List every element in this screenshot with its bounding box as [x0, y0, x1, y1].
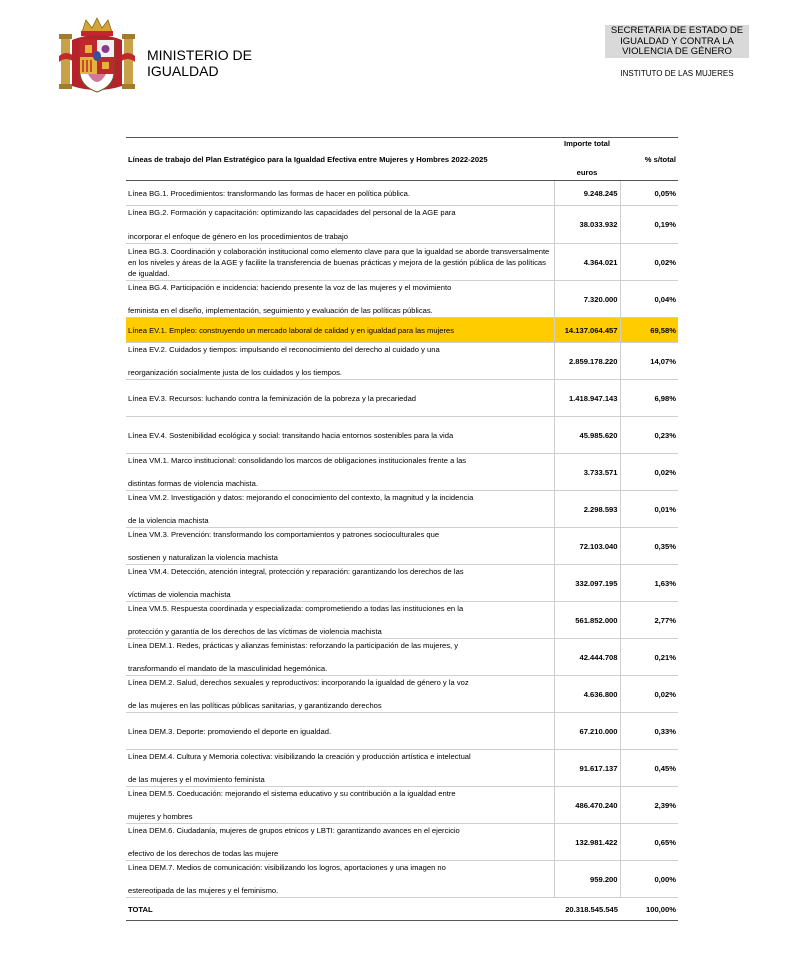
column-header-amount	[554, 138, 620, 181]
row-line-text-2: incorporar el enfoque de género en los procedimientos de trabajo	[128, 232, 348, 241]
row-line-text-1: Línea VM.2. Investigación y datos: mejorando el conocimiento del contexto, la magnitud y la incidencia	[128, 493, 474, 502]
row-percent: 0,04%	[620, 281, 678, 318]
secretaria-line-2: IGUALDAD Y CONTRA LA	[620, 35, 734, 47]
row-line-text: Línea EV.3. Recursos: luchando contra la feminización de la pobreza y la precariedad	[128, 393, 417, 403]
row-percent: 0,33%	[620, 713, 678, 750]
table-row	[126, 639, 678, 676]
row-line-text-1: Línea DEM.7. Medios de comunicación: visibilizando los logros, aportaciones y una imagen no	[128, 863, 446, 872]
row-line-text-2: de la violencia machista	[128, 516, 209, 525]
row-line-description	[126, 206, 554, 244]
row-percent: 0,21%	[620, 639, 678, 676]
row-line-text: Línea BG.3. Coordinación y colaboración institucional como elemento clave para que la igualdad se aborde transversalmente en los niveles y áreas de la AGE y facilite la transferencia de buenas prácticas y mejora de la gestión pública de las políticas de igualdad.	[128, 246, 550, 278]
row-percent: 0,35%	[620, 528, 678, 565]
row-percent: 69,58%	[620, 318, 678, 343]
row-amount: 91.617.137	[554, 750, 620, 787]
row-percent: 2,39%	[620, 787, 678, 824]
row-line-text-1: Línea VM.1. Marco institucional: consolidando los marcos de obligaciones institucionales frente a las	[128, 456, 467, 465]
row-percent: 0,23%	[620, 417, 678, 454]
row-amount: 9.248.245	[554, 181, 620, 206]
table-row	[126, 417, 678, 454]
total-percent: 100,00%	[620, 898, 678, 921]
row-line-text-1: Línea BG.4. Participación e incidencia: haciendo presente la voz de las mujeres y el movimiento	[128, 283, 452, 292]
table-row	[126, 181, 678, 206]
row-line-description	[126, 343, 554, 380]
row-line-text-1: Línea BG.2. Formación y capacitación: optimizando las capacidades del personal de la AGE para	[128, 208, 456, 217]
row-percent: 2,77%	[620, 602, 678, 639]
table-row	[126, 676, 678, 713]
table-header-row	[126, 138, 678, 181]
table-row	[126, 318, 678, 343]
row-amount: 486.470.240	[554, 787, 620, 824]
row-line-text-2: transformando el mandato de la masculinidad hegemónica.	[128, 664, 328, 673]
row-line-description	[126, 750, 554, 787]
row-line-text-2: feminista en el diseño, implementación, seguimiento y evaluación de las políticas públicas.	[128, 306, 433, 315]
row-percent: 0,02%	[620, 676, 678, 713]
row-line-description	[126, 281, 554, 318]
table-row	[126, 750, 678, 787]
row-percent: 0,02%	[620, 244, 678, 281]
row-line-description	[126, 528, 554, 565]
total-amount: 20.318.545.545	[554, 898, 620, 921]
table-row	[126, 244, 678, 281]
table-row	[126, 787, 678, 824]
row-amount: 2.298.593	[554, 491, 620, 528]
row-line-description	[126, 639, 554, 676]
row-line-description	[126, 565, 554, 602]
row-line-description	[126, 454, 554, 491]
row-percent: 0,19%	[620, 206, 678, 244]
row-percent: 0,65%	[620, 824, 678, 861]
column-header-percent: % s/total	[620, 138, 678, 181]
row-amount: 959.200	[554, 861, 620, 898]
total-label: TOTAL	[126, 898, 554, 921]
row-line-text: Línea EV.4. Sostenibilidad ecológica y social: transitando hacia entornos sostenibles para la vida	[128, 430, 454, 440]
row-amount: 72.103.040	[554, 528, 620, 565]
row-amount: 67.210.000	[554, 713, 620, 750]
instituto-label: INSTITUTO DE LAS MUJERES	[620, 69, 734, 78]
row-line-description	[126, 713, 554, 750]
column-header-amount-bottom: euros	[576, 168, 598, 177]
row-line-text-1: Línea DEM.4. Cultura y Memoria colectiva: visibilizando la creación y producción artística e intelectual	[128, 752, 471, 761]
row-line-text-1: Línea DEM.1. Redes, prácticas y alianzas feministas: reforzando la participación de las mujeres, y	[128, 641, 459, 650]
table-row	[126, 861, 678, 898]
row-line-text-2: distintas formas de violencia machista.	[128, 479, 258, 488]
row-line-text-1: Línea DEM.2. Salud, derechos sexuales y reproductivos: incorporando la igualdad de género y la voz	[128, 678, 469, 687]
row-amount: 4.636.800	[554, 676, 620, 713]
row-line-text-2: mujeres y hombres	[128, 812, 193, 821]
row-line-description	[126, 417, 554, 454]
ministry-name	[147, 47, 252, 79]
row-percent: 0,02%	[620, 454, 678, 491]
row-amount: 1.418.947.143	[554, 380, 620, 417]
row-line-text-1: Línea DEM.5. Coeducación: mejorando el sistema educativo y su contribución a la igualdad entre	[128, 789, 456, 798]
row-line-description	[126, 676, 554, 713]
row-amount: 7.320.000	[554, 281, 620, 318]
table-row	[126, 206, 678, 244]
row-line-text-2: efectivo de los derechos de todas las mujere	[128, 849, 279, 858]
row-line-description	[126, 824, 554, 861]
row-line-text-2: víctimas de violencia machista	[128, 590, 231, 599]
row-line-text-2: estereotipada de las mujeres y el feminismo.	[128, 886, 279, 895]
row-percent: 0,01%	[620, 491, 678, 528]
table-row	[126, 824, 678, 861]
secretaria-box	[605, 25, 749, 58]
row-amount: 42.444.708	[554, 639, 620, 676]
row-amount: 38.033.932	[554, 206, 620, 244]
secretaria-line-3: VIOLENCIA DE GÉNERO	[622, 46, 732, 57]
row-percent: 0,05%	[620, 181, 678, 206]
ministry-line-2: IGUALDAD	[147, 63, 219, 79]
row-percent: 0,45%	[620, 750, 678, 787]
row-line-description	[126, 244, 554, 281]
coat-of-arms-logo	[58, 16, 136, 96]
table-row	[126, 454, 678, 491]
row-line-description	[126, 491, 554, 528]
table-row	[126, 528, 678, 565]
row-amount: 561.852.000	[554, 602, 620, 639]
row-amount: 132.981.422	[554, 824, 620, 861]
row-line-text-2: de las mujeres y el movimiento feminista	[128, 775, 265, 784]
row-line-description	[126, 318, 554, 343]
row-amount: 3.733.571	[554, 454, 620, 491]
row-line-description	[126, 861, 554, 898]
row-line-text-1: Línea VM.5. Respuesta coordinada y especializada: comprometiendo a todas las instituciones en la	[128, 604, 464, 613]
row-line-text-1: Línea DEM.6. Ciudadanía, mujeres de grupos etnicos y LBTI: garantizando avances en el ejercicio	[128, 826, 460, 835]
table-row	[126, 713, 678, 750]
row-line-text: Línea BG.1. Procedimientos: transformando las formas de hacer en política pública.	[128, 188, 410, 198]
row-line-text-2: protección y garantía de los derechos de las víctimas de violencia machista	[128, 627, 382, 636]
row-line-text-2: de las mujeres en las políticas públicas sanitarias, y garantizando derechos	[128, 701, 382, 710]
row-amount: 332.097.195	[554, 565, 620, 602]
row-line-text-1: Línea EV.2. Cuidados y tiempos: impulsando el reconocimiento del derecho al cuidado y una	[128, 345, 440, 354]
row-line-text-1: Línea VM.3. Prevención: transformando los comportamientos y patrones socioculturales que	[128, 530, 440, 539]
table-row	[126, 380, 678, 417]
row-line-text: Línea EV.1. Empleo: construyendo un mercado laboral de calidad y en igualdad para las mujeres	[128, 325, 455, 335]
row-percent: 6,98%	[620, 380, 678, 417]
row-line-description	[126, 602, 554, 639]
row-amount: 45.985.620	[554, 417, 620, 454]
table-row	[126, 281, 678, 318]
row-percent: 0,00%	[620, 861, 678, 898]
row-line-text: Línea DEM.3. Deporte: promoviendo el deporte en igualdad.	[128, 726, 332, 736]
row-line-description	[126, 787, 554, 824]
column-header-lines: Líneas de trabajo del Plan Estratégico para la Igualdad Efectiva entre Mujeres y Hombres 2022-2025	[126, 138, 554, 181]
row-line-text-1: Línea VM.4. Detección, atención integral, protección y reparación: garantizando los derechos de las	[128, 567, 464, 576]
table-row	[126, 565, 678, 602]
total-row	[126, 898, 678, 921]
secretaria-line-1: SECRETARIA DE ESTADO DE	[610, 25, 744, 36]
budget-table	[126, 137, 678, 921]
row-percent: 14,07%	[620, 343, 678, 380]
row-amount: 2.859.178.220	[554, 343, 620, 380]
row-amount: 4.364.021	[554, 244, 620, 281]
row-line-description	[126, 181, 554, 206]
row-line-text-2: reorganización socialmente justa de los cuidados y los tiempos.	[128, 368, 343, 377]
table-row	[126, 602, 678, 639]
table-row	[126, 343, 678, 380]
row-line-description	[126, 380, 554, 417]
row-amount: 14.137.064.457	[554, 318, 620, 343]
table-row	[126, 491, 678, 528]
row-line-text-2: sostienen y naturalizan la violencia machista	[128, 553, 278, 562]
column-header-amount-top: Importe total	[564, 139, 610, 148]
row-percent: 1,63%	[620, 565, 678, 602]
table-body	[126, 181, 678, 898]
ministry-line-1: MINISTERIO DE	[147, 47, 253, 63]
